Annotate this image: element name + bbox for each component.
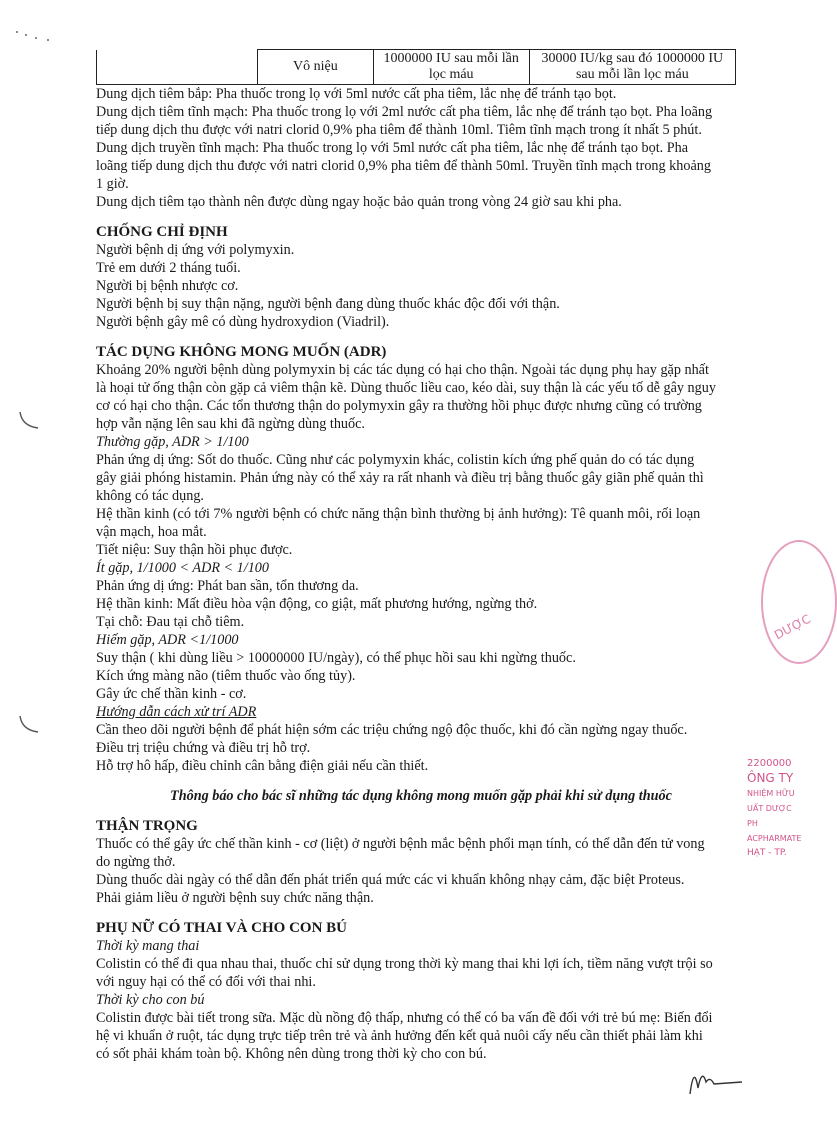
text-line: Người bệnh dị ứng với polymyxin. — [96, 242, 295, 258]
table-row — [97, 50, 736, 85]
preparation-section — [96, 85, 746, 211]
text-line: Hỗ trợ hô hấp, điều chỉnh cân bằng điện giải nếu cần thiết. — [96, 758, 429, 774]
text-line: tiếp dung dịch thu được với natri clorid 0,9% pha tiêm để thành 10ml. Tiêm tĩnh mạch trong ít nhất 5 phút. — [96, 122, 702, 138]
subheading: Hiếm gặp, ADR <1/1000 — [96, 632, 239, 648]
text-line: Dung dịch tiêm bắp: Pha thuốc trong lọ với 5ml nước cất pha tiêm, lắc nhẹ để tránh tạo bọt. — [96, 86, 617, 102]
subheading: Ít gặp, 1/1000 < ADR < 1/100 — [96, 560, 269, 576]
text-line: Phản ứng dị ứng: Phát ban sần, tổn thương da. — [96, 578, 359, 594]
document-page — [96, 0, 746, 1063]
company-stamp — [747, 756, 802, 861]
text-line: hệ vi khuẩn ở ruột, tác dụng trực tiếp trên trẻ và ảnh hưởng đến kết quả nuôi cấy nếu cần thiết phải làm khi — [96, 1028, 703, 1044]
text-line: Cần theo dõi người bệnh để phát hiện sớm các triệu chứng ngộ độc thuốc, khi đó cần ngừng ngay thuốc. — [96, 722, 688, 738]
text-line: có sốt phải khám toàn bộ. Không nên dùng trong thời kỳ cho con bú. — [96, 1046, 487, 1062]
text-line: là hoại tử ống thận còn gặp cả viêm thận kẽ. Dùng thuốc liều cao, kéo dài, suy thận là các yếu tố dễ gây nguy — [96, 380, 716, 396]
section-title: THẬN TRỌNG — [96, 818, 198, 834]
text-line: Trẻ em dưới 2 tháng tuổi. — [96, 260, 241, 276]
text-line: Suy thận ( khi dùng liều > 10000000 IU/ngày), có thể phục hồi sau khi ngừng thuốc. — [96, 650, 576, 666]
subheading: Thường gặp, ADR > 1/100 — [96, 434, 249, 450]
text-line: vận mạch, hoa mắt. — [96, 524, 207, 540]
text-line: Colistin được bài tiết trong sữa. Mặc dù nồng độ thấp, nhưng có thể có ba vấn đề đối với trẻ bú mẹ: Biến đổi — [96, 1010, 713, 1026]
adr-section — [96, 343, 746, 805]
text-line: Hệ thần kinh: Mất điều hòa vận động, co giật, mất phương hướng, ngừng thở. — [96, 596, 538, 612]
dosage-table — [96, 49, 736, 85]
subheading: Thời kỳ mang thai — [96, 938, 200, 954]
subheading: Hướng dẫn cách xử trí ADR — [96, 704, 257, 720]
stamp-circle-text: DƯỢC — [771, 611, 813, 643]
table-cell: 30000 IU/kg sau đó 1000000 IU sau mỗi lần lọc máu — [529, 50, 735, 85]
text-line: Khoảng 20% người bệnh dùng polymyxin bị các tác dụng có hại cho thận. Ngoài tác dụng phụ hay gặp nhất — [96, 362, 709, 378]
stamp-line: HẠT - TP. — [747, 848, 787, 858]
stamp-line: NHIỆM HỮU — [747, 789, 795, 798]
text-line: cơ có hại cho thận. Các tổn thương thận do polymyxin gây ra thường hồi phục được nhưng cũng có trường — [96, 398, 702, 414]
text-line: Tiết niệu: Suy thận hồi phục được. — [96, 542, 293, 558]
text-line: Gây ức chế thần kinh - cơ. — [96, 686, 247, 702]
text-line: Dùng thuốc dài ngày có thể dẫn đến phát triển quá mức các vi khuẩn không nhạy cảm, đặc biệt Proteus. — [96, 872, 685, 888]
stamp-line: ACPHARMATE — [747, 834, 802, 843]
subheading: Thời kỳ cho con bú — [96, 992, 205, 1008]
section-title: TÁC DỤNG KHÔNG MONG MUỐN (ADR) — [96, 344, 387, 360]
text-line: Phản ứng dị ứng: Sốt do thuốc. Cũng như các polymyxin khác, colistin kích ứng phế quản do có tác dụng — [96, 452, 695, 468]
text-line: Thuốc có thể gây ức chế thần kinh - cơ (liệt) ở người bệnh mắc bệnh phổi mạn tính, có thể dẫn đến tử vong — [96, 836, 705, 852]
caution-section — [96, 817, 746, 907]
text-line: với nguy hại có thể có đối với thai nhi. — [96, 974, 316, 990]
text-line: loãng tiếp dung dịch thu được với natri clorid 0,9% pha tiêm để thành 50ml. Truyền tĩnh mạch trong khoảng — [96, 158, 711, 174]
scan-mark — [12, 26, 62, 46]
text-line: Điều trị triệu chứng và điều trị hỗ trợ. — [96, 740, 311, 756]
pregnancy-section — [96, 919, 746, 1063]
stamp-line: 2200000 — [747, 758, 792, 769]
text-line: Dung dịch truyền tĩnh mạch: Pha thuốc trong lọ với 5ml nước cất pha tiêm, lắc nhẹ để tránh tạo bọt. Pha — [96, 140, 689, 156]
text-line: Tại chỗ: Đau tại chỗ tiêm. — [96, 614, 245, 630]
text-line: Người bệnh gây mê có dùng hydroxydion (Viadril). — [96, 314, 390, 330]
text-line: gây giải phóng histamin. Phản ứng này có thể xảy ra rất nhanh và điều trị bằng thuốc gây giãn phế quản thì — [96, 470, 704, 486]
section-title: PHỤ NỮ CÓ THAI VÀ CHO CON BÚ — [96, 920, 347, 936]
binder-hole-mark — [18, 712, 40, 734]
text-line: hợp vẫn nặng lên sau khi đã ngừng dùng thuốc. — [96, 416, 365, 432]
text-line: Dung dịch tiêm tạo thành nên được dùng ngay hoặc bảo quản trong vòng 24 giờ sau khi pha. — [96, 194, 622, 210]
contraindications-section — [96, 223, 746, 331]
text-line: Kích ứng màng não (tiêm thuốc vào ống tủy). — [96, 668, 356, 684]
table-cell: Vô niệu — [258, 50, 374, 85]
text-line: không có tác dụng. — [96, 488, 204, 504]
text-line: Dung dịch tiêm tĩnh mạch: Pha thuốc trong lọ với 2ml nước cất pha tiêm, lắc nhẹ để tránh tạo bọt. Pha loãng — [96, 104, 713, 120]
red-stamp-circle — [761, 540, 837, 664]
text-line: Hệ thần kinh (có tới 7% người bệnh có chức năng thận bình thường bị ảnh hưởng): Tê quanh môi, rối loạn — [96, 506, 701, 522]
text-line: Phải giảm liều ở người bệnh suy chức năng thận. — [96, 890, 374, 906]
signature-mark — [680, 1058, 750, 1098]
adr-notice: Thông báo cho bác sĩ những tác dụng không mong muốn gặp phải khi sử dụng thuốc — [170, 788, 672, 804]
stamp-line: ÔNG TY — [747, 771, 794, 785]
table-cell: 1000000 IU sau mỗi lần lọc máu — [373, 50, 529, 85]
text-line: do ngừng thở. — [96, 854, 176, 870]
text-line: 1 giờ. — [96, 176, 129, 192]
text-line: Colistin có thể đi qua nhau thai, thuốc chỉ sử dụng trong thời kỳ mang thai khi lợi ích, tiềm năng vượt trội so — [96, 956, 713, 972]
text-line: Người bệnh bị suy thận nặng, người bệnh đang dùng thuốc khác độc đối với thận. — [96, 296, 560, 312]
stamp-line: UẤT DƯỢC PH — [747, 804, 792, 828]
binder-hole-mark — [18, 408, 40, 430]
text-line: Người bị bệnh nhược cơ. — [96, 278, 239, 294]
section-title: CHỐNG CHỈ ĐỊNH — [96, 224, 228, 240]
